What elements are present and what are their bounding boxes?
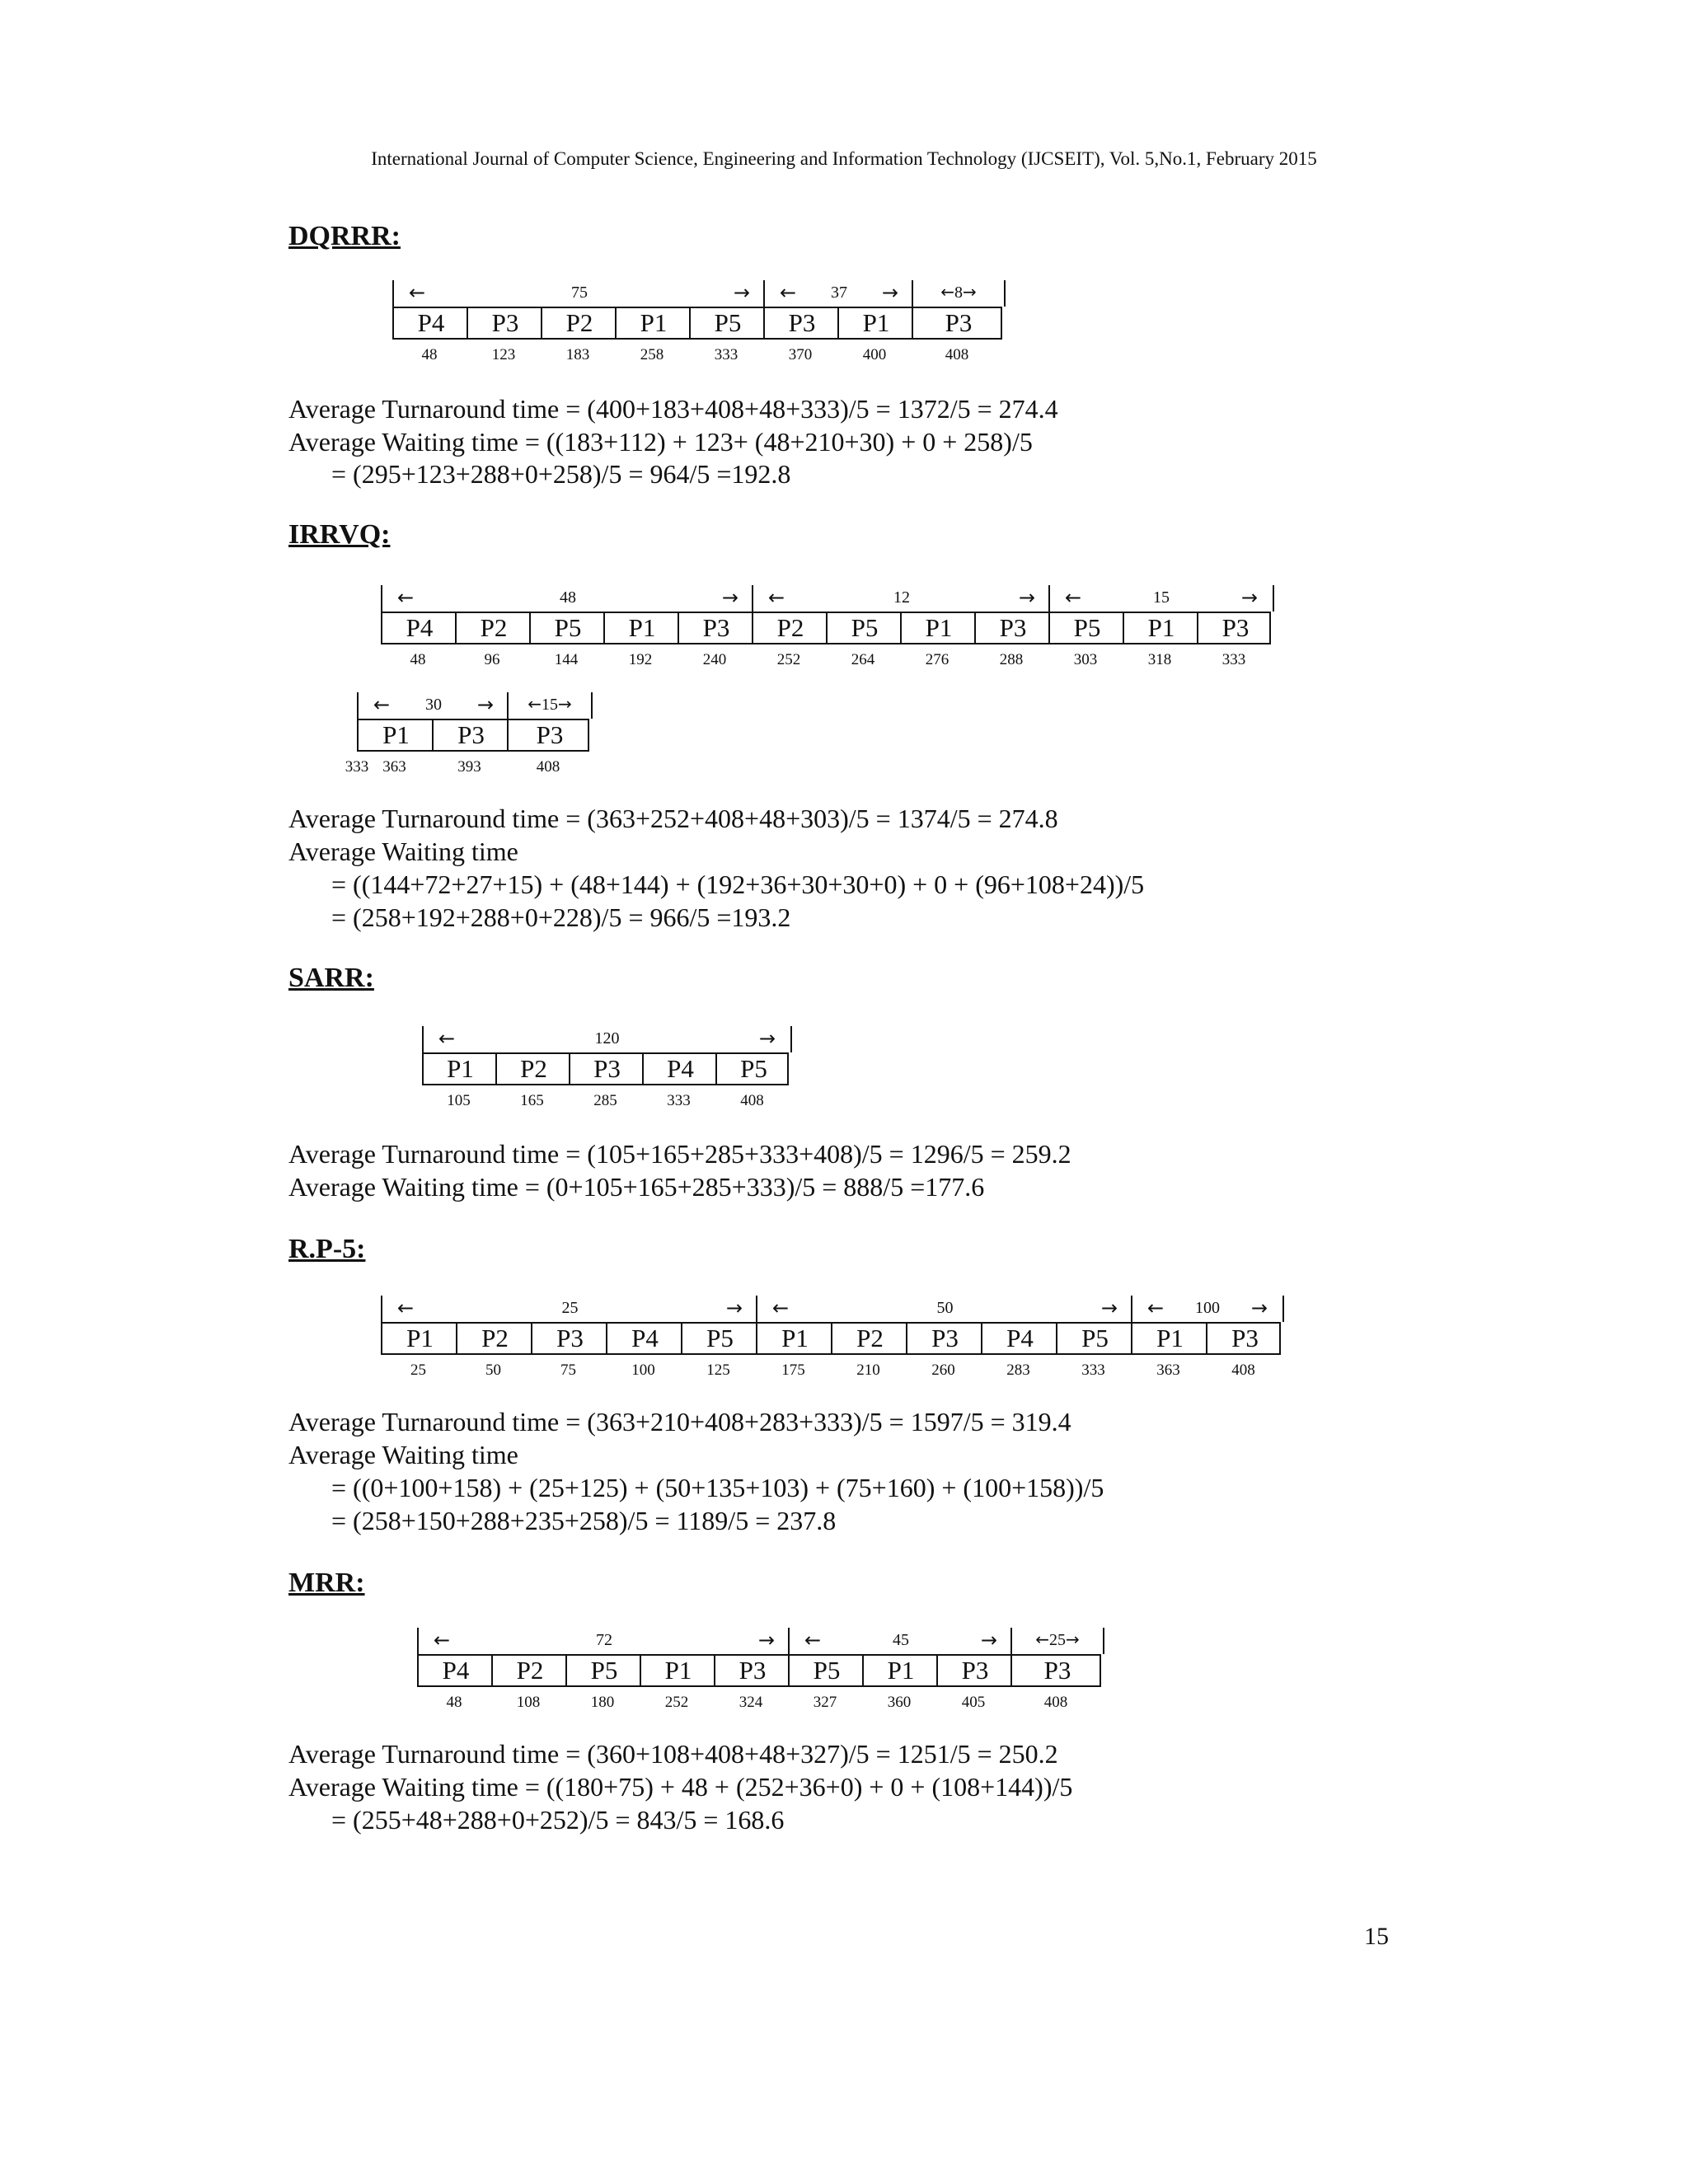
completion-time-label: 408 — [945, 346, 969, 363]
process-cell: P2 — [831, 1324, 907, 1353]
process-row — [422, 1052, 789, 1085]
arrow-right-icon: → — [1066, 1629, 1080, 1649]
completion-time-label: 285 — [593, 1092, 617, 1109]
section-heading: SARR: — [288, 963, 374, 993]
page-number: 15 — [1364, 1923, 1389, 1950]
calculation-line: = ((144+72+27+15) + (48+144) + (192+36+30+30+0) + 0 + (96+108+24))/5 — [331, 869, 1145, 899]
time-quantum-label: 30 — [425, 696, 442, 714]
time-quantum-label — [913, 282, 1004, 302]
calculation-line: Average Waiting time — [288, 837, 518, 866]
completion-time-label: 258 — [640, 346, 664, 363]
time-quantum-label: 45 — [893, 1631, 909, 1649]
completion-time-label: 96 — [484, 651, 500, 668]
completion-time-label: 123 — [491, 346, 516, 363]
arrow-right-icon: → — [1018, 586, 1035, 609]
completion-time-label: 333 — [714, 346, 738, 363]
arrow-right-icon: → — [558, 694, 572, 714]
arrow-left-icon: ← — [772, 1296, 790, 1319]
process-cell: P3 — [912, 308, 1004, 338]
time-quantum-bracket — [1010, 1628, 1104, 1654]
process-cell: P5 — [529, 613, 605, 643]
time-quantum-row — [422, 1026, 789, 1052]
completion-time-label: 108 — [516, 1694, 541, 1711]
process-cell: P3 — [1206, 1324, 1282, 1353]
arrow-right-icon: → — [733, 281, 750, 304]
time-quantum-label: 37 — [831, 284, 847, 302]
section-heading: IRRVQ: — [288, 519, 391, 550]
process-cell: P1 — [862, 1656, 938, 1685]
time-quantum-label: 12 — [893, 588, 910, 607]
calculation-line: = ((0+100+158) + (25+125) + (50+135+103) + (75+160) + (100+158))/5 — [331, 1473, 1104, 1502]
arrow-left-icon: ← — [438, 1027, 456, 1050]
process-cell: P2 — [456, 1324, 532, 1353]
process-cell: P5 — [788, 1656, 864, 1685]
completion-time-label: 165 — [520, 1092, 544, 1109]
calculation-line: = (258+150+288+235+258)/5 = 1189/5 = 237.8 — [331, 1506, 837, 1535]
process-cell: P5 — [681, 1324, 757, 1353]
time-quantum-bracket — [1048, 585, 1274, 612]
arrow-left-icon: ← — [1147, 1296, 1165, 1319]
time-quantum-label: 15 — [1153, 588, 1170, 607]
completion-time-label: 333 — [1221, 651, 1246, 668]
process-cell: P5 — [565, 1656, 641, 1685]
time-quantum-value: 15 — [542, 696, 558, 714]
arrow-left-icon: ← — [528, 694, 542, 714]
arrow-right-icon: → — [963, 282, 977, 302]
process-cell: P2 — [495, 1054, 570, 1084]
time-quantum-bracket — [381, 1296, 757, 1322]
process-cell: P1 — [640, 1656, 715, 1685]
time-quantum-value: 8 — [954, 284, 963, 302]
start-time-label: 333 — [345, 758, 369, 776]
process-cell: P1 — [406, 1324, 434, 1352]
process-cell: P5 — [1048, 613, 1124, 643]
time-quantum-label: 50 — [936, 1299, 954, 1317]
completion-time-label: 210 — [856, 1361, 880, 1379]
arrow-right-icon: → — [1250, 1296, 1268, 1319]
arrow-left-icon: ← — [1035, 1629, 1049, 1649]
arrow-left-icon: ← — [1065, 586, 1082, 609]
time-quantum-row — [381, 585, 1271, 612]
completion-time-label: 175 — [781, 1361, 805, 1379]
process-cell: P3 — [936, 1656, 1012, 1685]
completion-time-label: 50 — [485, 1361, 501, 1379]
arrow-right-icon: → — [721, 586, 738, 609]
process-cell: P2 — [491, 1656, 567, 1685]
arrow-left-icon: ← — [397, 1296, 415, 1319]
process-cell: P4 — [981, 1324, 1057, 1353]
time-quantum-label — [1012, 1629, 1103, 1650]
time-quantum-row — [357, 692, 589, 719]
process-row — [381, 1322, 1281, 1355]
completion-time-label: 252 — [664, 1694, 689, 1711]
process-cell: P1 — [603, 613, 679, 643]
time-quantum-bracket — [392, 280, 765, 307]
calculation-line: Average Waiting time = (0+105+165+285+333)/5 = 888/5 =177.6 — [288, 1172, 985, 1202]
journal-header: International Journal of Computer Science, Engineering and Information Technology (IJCSEIT), Vol. 5,No.1, February 2015 — [371, 148, 1317, 169]
completion-time-label: 318 — [1147, 651, 1172, 668]
process-cell: P1 — [615, 308, 691, 338]
time-quantum-row — [392, 280, 1002, 307]
process-cell: P5 — [689, 308, 765, 338]
arrow-left-icon: ← — [768, 586, 785, 609]
completion-time-label: 400 — [862, 346, 887, 363]
process-row — [381, 612, 1271, 644]
completion-time-label: 75 — [560, 1361, 576, 1379]
completion-time-label: 183 — [565, 346, 590, 363]
arrow-left-icon: ← — [940, 282, 954, 302]
completion-time-label: 360 — [887, 1694, 912, 1711]
arrow-left-icon: ← — [434, 1629, 451, 1652]
completion-time-label: 105 — [447, 1092, 471, 1109]
process-cell: P3 — [974, 613, 1050, 643]
calculation-line: Average Waiting time — [288, 1440, 518, 1469]
time-quantum-bracket — [1131, 1296, 1284, 1322]
process-cell: P3 — [467, 308, 542, 338]
completion-time-label: 125 — [706, 1361, 730, 1379]
process-cell: P4 — [442, 1656, 470, 1685]
completion-time-label: 363 — [382, 758, 406, 776]
completion-time-label: 405 — [961, 1694, 986, 1711]
process-cell: P1 — [756, 1324, 832, 1353]
arrow-right-icon: → — [881, 281, 898, 304]
time-quantum-row — [381, 1296, 1281, 1322]
process-cell: P3 — [678, 613, 753, 643]
section-heading: R.P-5: — [288, 1234, 366, 1264]
process-row — [417, 1654, 1101, 1687]
arrow-right-icon: → — [1240, 586, 1258, 609]
time-quantum-bracket — [763, 280, 913, 307]
time-quantum-bracket — [788, 1628, 1012, 1654]
completion-time-label: 324 — [738, 1694, 763, 1711]
section-heading: DQRRR: — [288, 221, 401, 251]
time-quantum-label: 100 — [1195, 1299, 1220, 1317]
arrow-left-icon: ← — [373, 693, 391, 716]
calculation-line: Average Turnaround time = (400+183+408+48+333)/5 = 1372/5 = 274.4 — [288, 394, 1058, 424]
time-quantum-label: 75 — [571, 284, 588, 302]
process-cell: P5 — [715, 1054, 790, 1084]
calculation-line: = (255+48+288+0+252)/5 = 843/5 = 168.6 — [331, 1805, 785, 1835]
arrow-right-icon: → — [725, 1296, 743, 1319]
time-quantum-label — [509, 694, 591, 715]
calculation-line: Average Waiting time = ((183+112) + 123+ (48+210+30) + 0 + 258)/5 — [288, 427, 1033, 457]
process-cell: P1 — [1123, 613, 1198, 643]
time-quantum-label: 25 — [561, 1299, 579, 1317]
completion-time-label: 393 — [457, 758, 481, 776]
process-cell: P3 — [432, 720, 509, 750]
process-row — [392, 307, 1002, 340]
completion-time-label: 408 — [1043, 1694, 1068, 1711]
arrow-right-icon: → — [980, 1629, 997, 1652]
arrow-right-icon: → — [1100, 1296, 1118, 1319]
section-heading: MRR: — [288, 1568, 365, 1598]
time-quantum-label: 48 — [560, 588, 576, 607]
process-row — [357, 719, 589, 752]
completion-time-label: 48 — [446, 1694, 462, 1711]
time-quantum-bracket — [912, 280, 1006, 307]
time-quantum-label: 72 — [596, 1631, 612, 1649]
completion-time-label: 48 — [410, 651, 426, 668]
process-cell: P3 — [1010, 1656, 1103, 1685]
gantt-chart — [381, 1296, 1281, 1386]
arrow-right-icon: → — [757, 1629, 775, 1652]
completion-time-label: 25 — [410, 1361, 426, 1379]
completion-time-label: 363 — [1156, 1361, 1180, 1379]
time-quantum-value: 25 — [1049, 1631, 1066, 1649]
process-cell: P4 — [406, 613, 434, 642]
completion-time-label: 370 — [788, 346, 813, 363]
time-quantum-bracket — [756, 1296, 1132, 1322]
process-cell: P4 — [642, 1054, 717, 1084]
process-cell: P3 — [714, 1656, 790, 1685]
process-cell: P3 — [763, 308, 839, 338]
gantt-chart — [422, 1026, 789, 1117]
completion-time-label: 260 — [931, 1361, 955, 1379]
process-cell: P5 — [826, 613, 902, 643]
calculation-line: Average Turnaround time = (105+165+285+333+408)/5 = 1296/5 = 259.2 — [288, 1139, 1071, 1169]
completion-time-label: 100 — [631, 1361, 655, 1379]
completion-time-label: 180 — [590, 1694, 615, 1711]
gantt-chart — [417, 1628, 1101, 1718]
completion-time-label: 333 — [667, 1092, 691, 1109]
process-cell: P3 — [1197, 613, 1273, 643]
completion-time-label: 144 — [554, 651, 579, 668]
process-cell: P4 — [417, 308, 445, 337]
process-cell: P3 — [507, 720, 591, 750]
completion-time-label: 48 — [421, 346, 438, 363]
arrow-left-icon: ← — [409, 281, 426, 304]
gantt-chart — [345, 692, 589, 783]
calculation-line: Average Turnaround time = (363+210+408+283+333)/5 = 1597/5 = 319.4 — [288, 1407, 1071, 1436]
process-cell: P1 — [900, 613, 976, 643]
process-cell: P1 — [382, 720, 410, 749]
completion-time-label: 333 — [1081, 1361, 1105, 1379]
time-quantum-bracket — [507, 692, 593, 719]
calculation-line: = (295+123+288+0+258)/5 = 964/5 =192.8 — [331, 459, 791, 489]
calculation-line: Average Waiting time = ((180+75) + 48 + (252+36+0) + 0 + (108+144))/5 — [288, 1772, 1073, 1802]
time-quantum-bracket — [422, 1026, 792, 1052]
completion-time-label: 240 — [702, 651, 727, 668]
arrow-left-icon: ← — [397, 586, 415, 609]
process-cell: P2 — [455, 613, 531, 643]
completion-time-label: 264 — [851, 651, 875, 668]
completion-time-label: 408 — [740, 1092, 764, 1109]
arrow-right-icon: → — [476, 693, 494, 716]
completion-time-label: 283 — [1006, 1361, 1030, 1379]
arrow-left-icon: ← — [780, 281, 797, 304]
time-quantum-label: 120 — [594, 1029, 620, 1047]
process-cell: P4 — [606, 1324, 682, 1353]
process-cell: P1 — [1131, 1324, 1207, 1353]
completion-time-label: 327 — [813, 1694, 837, 1711]
process-cell: P5 — [1056, 1324, 1132, 1353]
calculation-line: Average Turnaround time = (360+108+408+48+327)/5 = 1251/5 = 250.2 — [288, 1739, 1058, 1769]
time-quantum-row — [417, 1628, 1101, 1654]
process-cell: P3 — [531, 1324, 607, 1353]
completion-time-label: 288 — [999, 651, 1024, 668]
completion-time-label: 303 — [1073, 651, 1098, 668]
process-cell: P1 — [447, 1054, 474, 1083]
process-cell: P3 — [569, 1054, 644, 1084]
completion-time-label: 276 — [925, 651, 950, 668]
arrow-left-icon: ← — [804, 1629, 822, 1652]
process-cell: P1 — [837, 308, 913, 338]
time-quantum-bracket — [752, 585, 1050, 612]
completion-time-label: 252 — [776, 651, 801, 668]
completion-time-label: 192 — [628, 651, 653, 668]
gantt-chart — [392, 280, 1002, 371]
calculation-line: = (258+192+288+0+228)/5 = 966/5 =193.2 — [331, 902, 791, 932]
arrow-right-icon: → — [758, 1027, 776, 1050]
time-quantum-bracket — [381, 585, 753, 612]
process-cell: P2 — [752, 613, 828, 643]
calculation-line: Average Turnaround time = (363+252+408+48+303)/5 = 1374/5 = 274.8 — [288, 804, 1058, 833]
time-quantum-bracket — [417, 1628, 790, 1654]
process-cell: P2 — [541, 308, 617, 338]
completion-time-label: 408 — [1231, 1361, 1255, 1379]
completion-time-label: 408 — [536, 758, 560, 776]
process-cell: P3 — [906, 1324, 982, 1353]
gantt-chart — [381, 585, 1271, 676]
time-quantum-bracket — [357, 692, 509, 719]
